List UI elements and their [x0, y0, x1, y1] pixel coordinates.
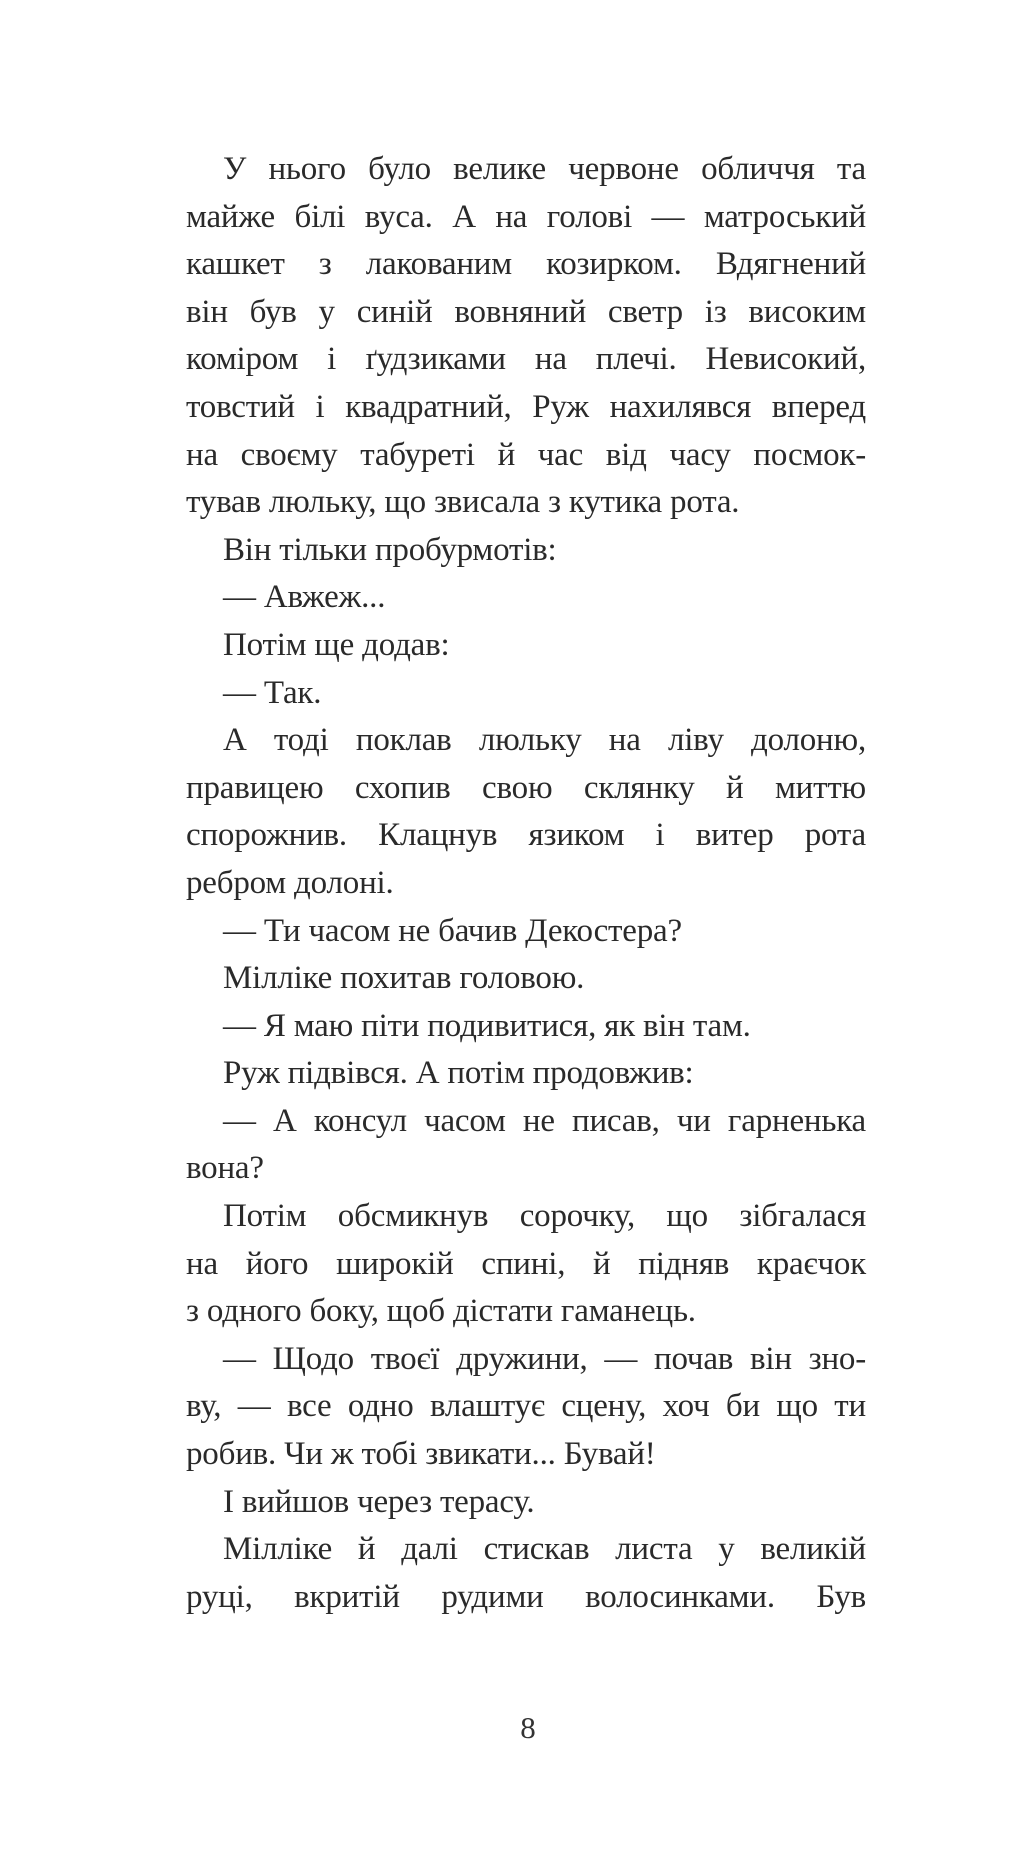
text-line: Мілліке похитав головою. — [223, 960, 585, 997]
dialogue-line: — Так. — [223, 674, 322, 711]
text-line: тував люльку, що звисала з кутика рота. — [186, 484, 740, 521]
text-line: Потім ще додав: — [223, 626, 450, 663]
text-line: Руж підвівся. А потім продовжив: — [223, 1055, 694, 1092]
dialogue-line: робив. Чи ж тобі звикати... Бувай! — [186, 1436, 656, 1473]
dialogue-line: вона? — [186, 1150, 264, 1187]
text-line: товстий і квадратний, Руж нахилявся вперед — [186, 388, 866, 425]
text-line: Він тільки пробурмотів: — [223, 531, 557, 568]
text-line: Потім обсмикнув сорочку, що зібгалася — [223, 1198, 866, 1235]
page-number: 8 — [520, 1710, 536, 1745]
text-line: А тоді поклав люльку на ліву долоню, — [223, 722, 866, 759]
text-line: правицею схопив свою склянку й миттю — [186, 769, 866, 806]
text-line: з одного боку, щоб дістати гаманець. — [186, 1293, 696, 1330]
text-line: І вийшов через терасу. — [223, 1483, 535, 1520]
text-line: він був у синій вовняний светр із високим — [186, 293, 866, 330]
text-line: на його широкій спині, й підняв краєчок — [186, 1245, 866, 1282]
text-line: кашкет з лакованим козирком. Вдягнений — [186, 246, 866, 283]
dialogue-line: — А консул часом не писав, чи гарненька — [223, 1102, 866, 1139]
text-line: спорожнив. Клацнув язиком і витер рота — [186, 817, 866, 854]
text-line: майже білі вуса. А на голові — матроський — [186, 198, 866, 235]
text-line: коміром і ґудзиками на плечі. Невисокий, — [186, 341, 866, 378]
dialogue-line: ву, — все одно влаштує сцену, хоч би що ти — [186, 1388, 866, 1425]
dialogue-line: — Авжеж... — [223, 579, 386, 616]
text-line: на своєму табуреті й час від часу посмок- — [186, 436, 866, 473]
text-line: ребром долоні. — [186, 864, 394, 901]
dialogue-line: — Ти часом не бачив Декостера? — [223, 912, 682, 949]
text-line: У нього було велике червоне обличчя та — [223, 151, 866, 187]
body-text — [186, 146, 866, 1621]
text-line: руці, вкритій рудими волосинками. Був — [186, 1578, 866, 1615]
text-line: Мілліке й далі стискав листа у великій — [223, 1531, 866, 1568]
dialogue-line: — Щодо твоєї дружини, — почав він зно- — [223, 1340, 866, 1377]
dialogue-line: — Я маю піти подивитися, як він там. — [223, 1007, 751, 1044]
